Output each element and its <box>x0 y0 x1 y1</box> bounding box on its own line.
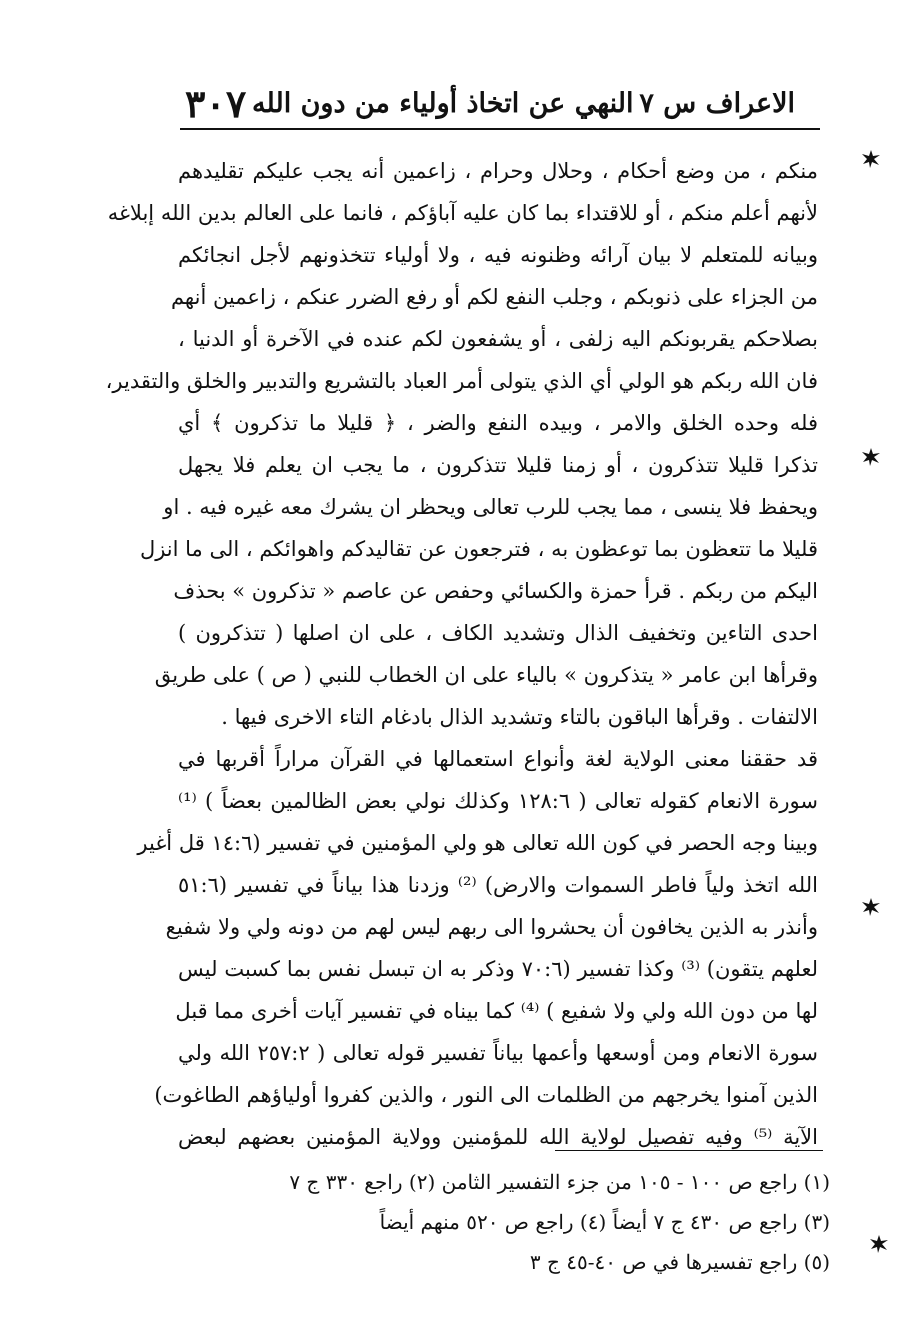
text-line: الله اتخذ ولياً فاطر السموات والارض) ⁽²⁾ وزدنا هذا بياناً في تفسير (٥١:٦ <box>178 873 818 897</box>
text-line: منكم ، من وضع أحكام ، وحلال وحرام ، زاعمين أنه يجب عليكم تقليدهم <box>178 159 818 183</box>
text-line: فله وحده الخلق والامر ، وبيده النفع والضر ، ﴿ قليلا ما تذكرون ﴾ أي <box>178 411 818 435</box>
text-line: لأنهم أعلم منكم ، أو للاقتداء بما كان عليه آباؤكم ، فانما على العالم بدين الله إبلاغه <box>107 201 818 225</box>
text-line: من الجزاء على ذنوبكم ، وجلب النفع لكم أو رفع الضرر عنكم ، زاعمين أنهم <box>170 285 818 309</box>
paragraph-2 <box>137 738 818 1158</box>
text-line: وقرأها ابن عامر « يتذكرون » بالياء على ان الخطاب للنبي ( ص ) على طريق <box>154 663 818 687</box>
text-line: بصلاحكم يقربونكم اليه زلفى ، أو يشفعون لكم عنده في الآخرة أو الدنيا ، <box>178 327 818 351</box>
text-line: احدى التاءين وتخفيف الذال وتشديد الكاف ، على ان اصلها ( تتذكرون ) <box>178 621 818 645</box>
text-line: لها من دون الله ولي ولا شفيع ) ⁽⁴⁾ كما بيناه في تفسير آيات أخرى مما قبل <box>175 999 818 1023</box>
text-line: لعلهم يتقون) ⁽³⁾ وكذا تفسير (٧٠:٦ وذكر به ان تبسل نفس بما كسبت ليس <box>178 957 818 981</box>
text-line: وبينا وجه الحصر في كون الله تعالى هو ولي المؤمنين في تفسير (١٤:٦ قل أغير <box>137 831 818 855</box>
paragraph-1 <box>105 150 818 738</box>
footnote: (٥) راجع تفسيرها في ص ٤٠-٤٥ ج ٣ <box>529 1250 830 1274</box>
header-title: النهي عن اتخاذ أولياء من دون الله <box>252 87 634 119</box>
margin-star-icon <box>862 898 880 916</box>
text-line: فان الله ربكم هو الولي أي الذي يتولى أمر العباد بالتشريع والتدبير والخلق والتقدير، <box>105 369 818 393</box>
text-line: سورة الانعام ومن أوسعها وأعمها بياناً تفسير قوله تعالى ( ٢٥٧:٢ الله ولي <box>178 1041 818 1065</box>
page-number: ٣٠٧ <box>185 80 247 126</box>
footnote: (١) راجع ص ١٠٠ - ١٠٥ من جزء التفسير الثامن (٢) راجع ٣٣٠ ج ٧ <box>289 1170 830 1194</box>
text-line: وأنذر به الذين يخافون أن يحشروا الى ربهم ليس لهم من دونه ولي ولا شفيع <box>165 915 818 939</box>
text-line: قد حققنا معنى الولاية لغة وأنواع استعمالها في القرآن مراراً أقربها في <box>178 747 818 771</box>
margin-star-icon <box>862 150 880 168</box>
header-surah: الاعراف س ٧ <box>639 87 795 119</box>
text-line: الآية ⁽⁵⁾ وفيه تفصيل لولاية الله للمؤمنين وولاية المؤمنين بعضهم لبعض <box>178 1125 818 1149</box>
footnote: (٣) راجع ص ٤٣٠ ج ٧ أيضاً (٤) راجع ص ٥٢٠ منهم أيضاً <box>379 1210 830 1234</box>
text-line: الذين آمنوا يخرجهم من الظلمات الى النور ، والذين كفروا أولياؤهم الطاغوت) <box>154 1083 818 1107</box>
text-line: الالتفات . وقرأها الباقون بالتاء وتشديد الذال بادغام التاء الاخرى فيها . <box>221 705 818 729</box>
margin-star-icon <box>870 1235 888 1253</box>
page-header <box>185 80 795 126</box>
footnotes <box>160 1162 830 1282</box>
header-rule <box>180 128 820 130</box>
text-line: ويحفظ فلا ينسى ، مما يجب للرب تعالى ويحظر ان يشرك معه غيره فيه . او <box>163 495 818 519</box>
text-line: سورة الانعام كقوله تعالى ( ١٢٨:٦ وكذلك نولي بعض الظالمين بعضاً ) ⁽¹⁾ <box>178 789 818 813</box>
margin-star-icon <box>862 448 880 466</box>
text-line: تذكرا قليلا تتذكرون ، أو زمنا قليلا تتذكرون ، ما يجب ان يعلم فلا يجهل <box>178 453 818 477</box>
text-line: اليكم من ربكم . قرأ حمزة والكسائي وحفص عن عاصم « تذكرون » بحذف <box>173 579 818 603</box>
text-line: وبيانه للمتعلم لا بيان آرائه وظنونه فيه ، ولا أولياء تتخذونهم لأجل انجائكم <box>178 243 818 267</box>
text-line: قليلا ما تتعظون بما توعظون به ، فترجعون عن تقاليدكم واهوائكم ، الى ما انزل <box>139 537 818 561</box>
footnote-rule <box>555 1150 823 1151</box>
